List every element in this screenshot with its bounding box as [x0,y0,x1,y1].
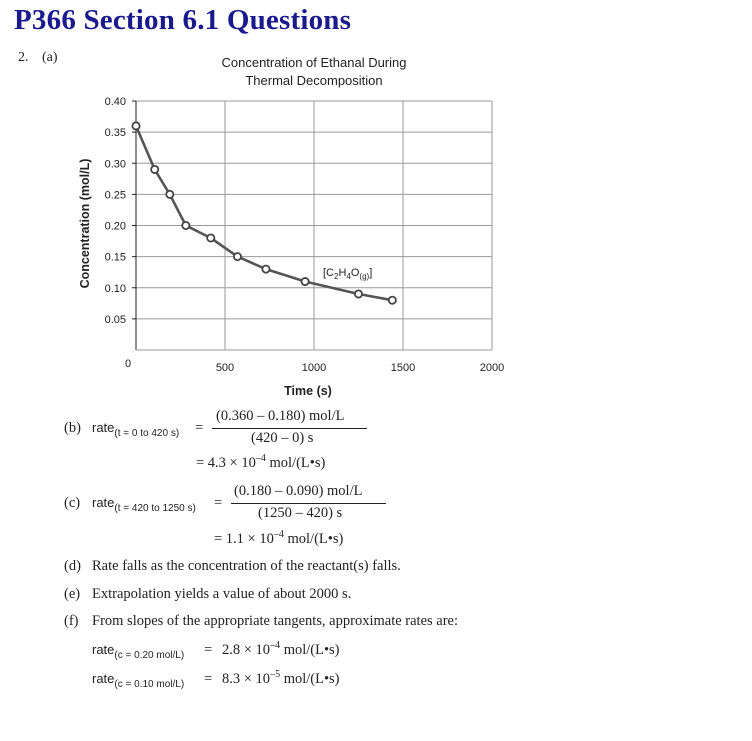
part-c-result-exponent: –4 [273,529,284,540]
data-point [389,297,396,304]
part-f-result-1-exponent: –4 [270,640,281,651]
part-f-rate-1 [92,642,185,661]
part-f-rate-2 [92,671,185,690]
part-a-label: (a) [42,50,58,65]
part-f-result-1-unit: mol/(L•s) [280,642,340,658]
part-f-result-1 [222,642,340,659]
part-c-result-unit: mol/(L•s) [283,531,344,547]
part-f-text: From slopes of the appropriate tangents, approximate rates are: [92,613,459,629]
data-point [234,253,241,260]
series-label [323,267,372,281]
part-f-result-2-unit: mol/(L•s) [280,671,340,687]
part-b-rate-word: rate [92,420,115,435]
x-tick-label: 2000 [479,362,505,374]
part-f-rate-1-word: rate [92,642,115,657]
part-c-rate [92,495,196,514]
part-f-equals-2: = [204,671,213,687]
part-f-equals-1: = [204,642,213,658]
part-f-result-1-value: 2.8 × 10 [222,642,271,658]
part-c-numerator: (0.180 – 0.090) mol/L [234,483,363,499]
data-point [151,166,158,173]
chart-title-line-1: Concentration of Ethanal During [221,55,407,70]
data-point [132,122,139,129]
question-number: 2. [18,50,29,65]
part-f-result-2 [222,671,340,688]
series-label-part: 2 [334,272,339,281]
y-tick-label: 0.05 [104,313,126,326]
part-c-result-value: = 1.1 × 10 [214,531,274,547]
series-label-part: [C [323,267,334,279]
part-c-equals: = [214,495,223,511]
x-tick-label: 1500 [390,362,416,374]
data-point [166,191,173,198]
part-b-label: (b) [64,420,81,436]
part-b-result-unit: mol/(L•s) [265,455,326,471]
data-point [355,290,362,297]
y-tick-label: 0.20 [104,220,126,233]
part-c-label: (c) [64,495,81,511]
part-b-result-value: = 4.3 × 10 [196,455,256,471]
y-tick-label: 0.25 [104,189,126,202]
y-axis-label: Concentration (mol/L) [78,158,92,289]
part-b-equals: = [195,420,204,436]
part-c-rate-subscript: (t = 420 to 1250 s) [114,503,196,514]
part-b-denominator: (420 – 0) s [251,430,314,446]
part-b-numerator: (0.360 – 0.180) mol/L [216,408,345,424]
data-point [262,265,269,272]
part-c-denominator: (1250 – 420) s [258,505,343,521]
part-d-text: Rate falls as the concentration of the reactant(s) falls. [92,558,401,574]
data-point [207,234,214,241]
part-c-fraction-bar [231,503,386,504]
x-tick-label: 1000 [301,362,327,374]
part-b-rate [92,420,180,439]
part-f-result-2-exponent: –5 [270,669,281,680]
y-tick-label: 0.35 [104,127,126,140]
series-label-part: (g) [359,272,370,281]
series-label-part: ] [369,267,373,279]
x-tick-label: 500 [215,362,235,374]
part-f-rate-1-subscript: (c = 0.20 mol/L) [114,650,185,661]
y-tick-label: 0.40 [104,96,126,108]
data-point [182,222,189,229]
part-b-result-exponent: –4 [255,453,266,464]
data-point [302,278,309,285]
page-title: P366 Section 6.1 Questions [14,4,352,36]
series-label-part: O [350,267,360,279]
part-f-rate-2-word: rate [92,671,115,686]
chart-title-line-2: Thermal Decomposition [245,73,383,88]
part-f-label: (f) [64,613,79,629]
y-tick-label: 0.10 [104,282,126,295]
part-b-fraction-bar [212,428,367,429]
part-c-result [214,531,343,548]
part-f-result-2-value: 8.3 × 10 [222,671,271,687]
part-e-label: (e) [64,586,81,602]
x-axis-label: Time (s) [284,384,332,398]
part-f-rate-2-subscript: (c = 0.10 mol/L) [114,679,185,690]
part-b-result [196,455,325,472]
series-label-part: 4 [346,272,351,281]
part-b-rate-subscript: (t = 0 to 420 s) [114,428,180,439]
series-label-part: H [338,267,347,279]
part-c-rate-word: rate [92,495,115,510]
x-tick-label: 0 [124,358,132,370]
part-d-label: (d) [64,558,81,574]
part-e-text: Extrapolation yields a value of about 2000 s. [92,586,352,602]
y-tick-label: 0.30 [104,158,126,171]
y-tick-label: 0.15 [104,251,126,264]
